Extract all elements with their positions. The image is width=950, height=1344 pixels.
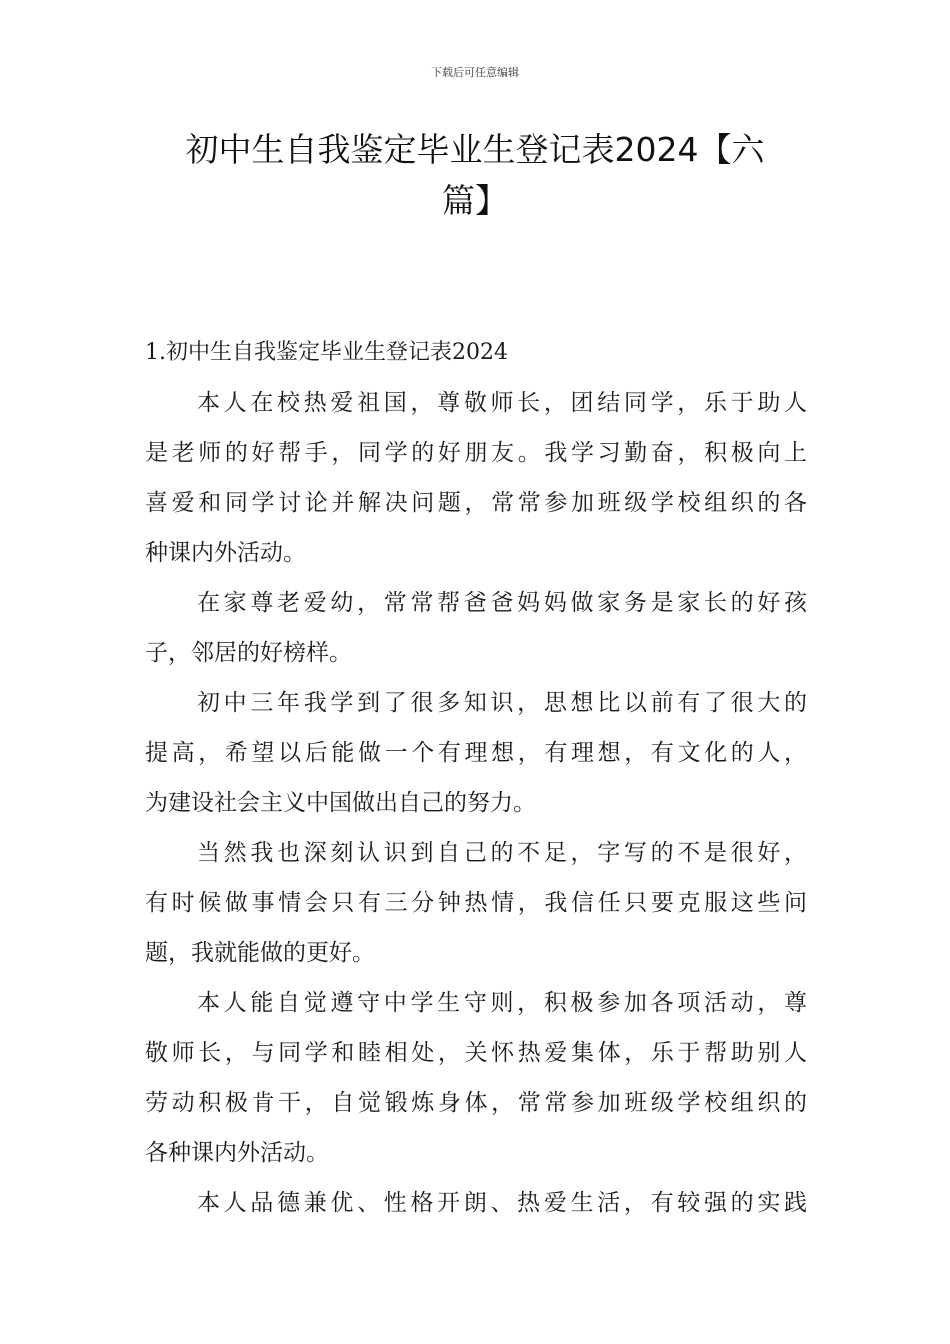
paragraph-4: [145, 828, 807, 978]
paragraph-line: 种课内外活动。: [145, 540, 306, 566]
paragraph-line: 提高，希望以后能做一个有理想，有理想，有文化的人，: [145, 740, 807, 766]
paragraph-line: 各种课内外活动。: [145, 1140, 329, 1166]
paragraph-5: [145, 978, 807, 1178]
document-title-line-1: 初中生自我鉴定毕业生登记表2024【六: [185, 130, 765, 169]
paragraph-line: 子，邻居的好榜样。: [145, 640, 352, 666]
paragraph-line: 喜爱和同学讨论并解决问题，常常参加班级学校组织的各: [145, 490, 807, 516]
paragraph-3: [145, 678, 807, 828]
paragraph-2: [145, 578, 807, 678]
paragraph-line: 题，我就能做的更好。: [145, 940, 375, 966]
document-title: [150, 124, 800, 226]
paragraph-line: 本人在校热爱祖国，尊敬师长，团结同学，乐于助人: [197, 390, 807, 416]
paragraph-line: 有时候做事情会只有三分钟热情，我信任只要克服这些问: [145, 890, 807, 916]
paragraph-line: 当然我也深刻认识到自己的不足，字写的不是很好，: [197, 840, 807, 866]
paragraph-line: 劳动积极肯干，自觉锻炼身体，常常参加班级学校组织的: [145, 1090, 807, 1116]
paragraph-line: 是老师的好帮手，同学的好朋友。我学习勤奋，积极向上: [145, 440, 807, 466]
document-body: [145, 328, 807, 1228]
paragraph-line: 在家尊老爱幼，常常帮爸爸妈妈做家务是家长的好孩: [197, 590, 807, 616]
header-note: 下载后可任意编辑: [431, 66, 519, 79]
paragraph-line: 敬师长，与同学和睦相处，关怀热爱集体，乐于帮助别人: [145, 1040, 807, 1066]
paragraph-line: 本人品德兼优、性格开朗、热爱生活，有较强的实践: [197, 1190, 807, 1216]
paragraph-1: [145, 378, 807, 578]
paragraph-line: 本人能自觉遵守中学生守则，积极参加各项活动，尊: [197, 990, 807, 1016]
paragraph-6: [145, 1178, 807, 1228]
paragraph-line: 初中三年我学到了很多知识，思想比以前有了很大的: [197, 690, 807, 716]
section-heading: 1.初中生自我鉴定毕业生登记表2024: [145, 340, 508, 365]
document-title-line-2: 篇】: [442, 181, 508, 220]
paragraph-line: 为建设社会主义中国做出自己的努力。: [145, 790, 536, 816]
